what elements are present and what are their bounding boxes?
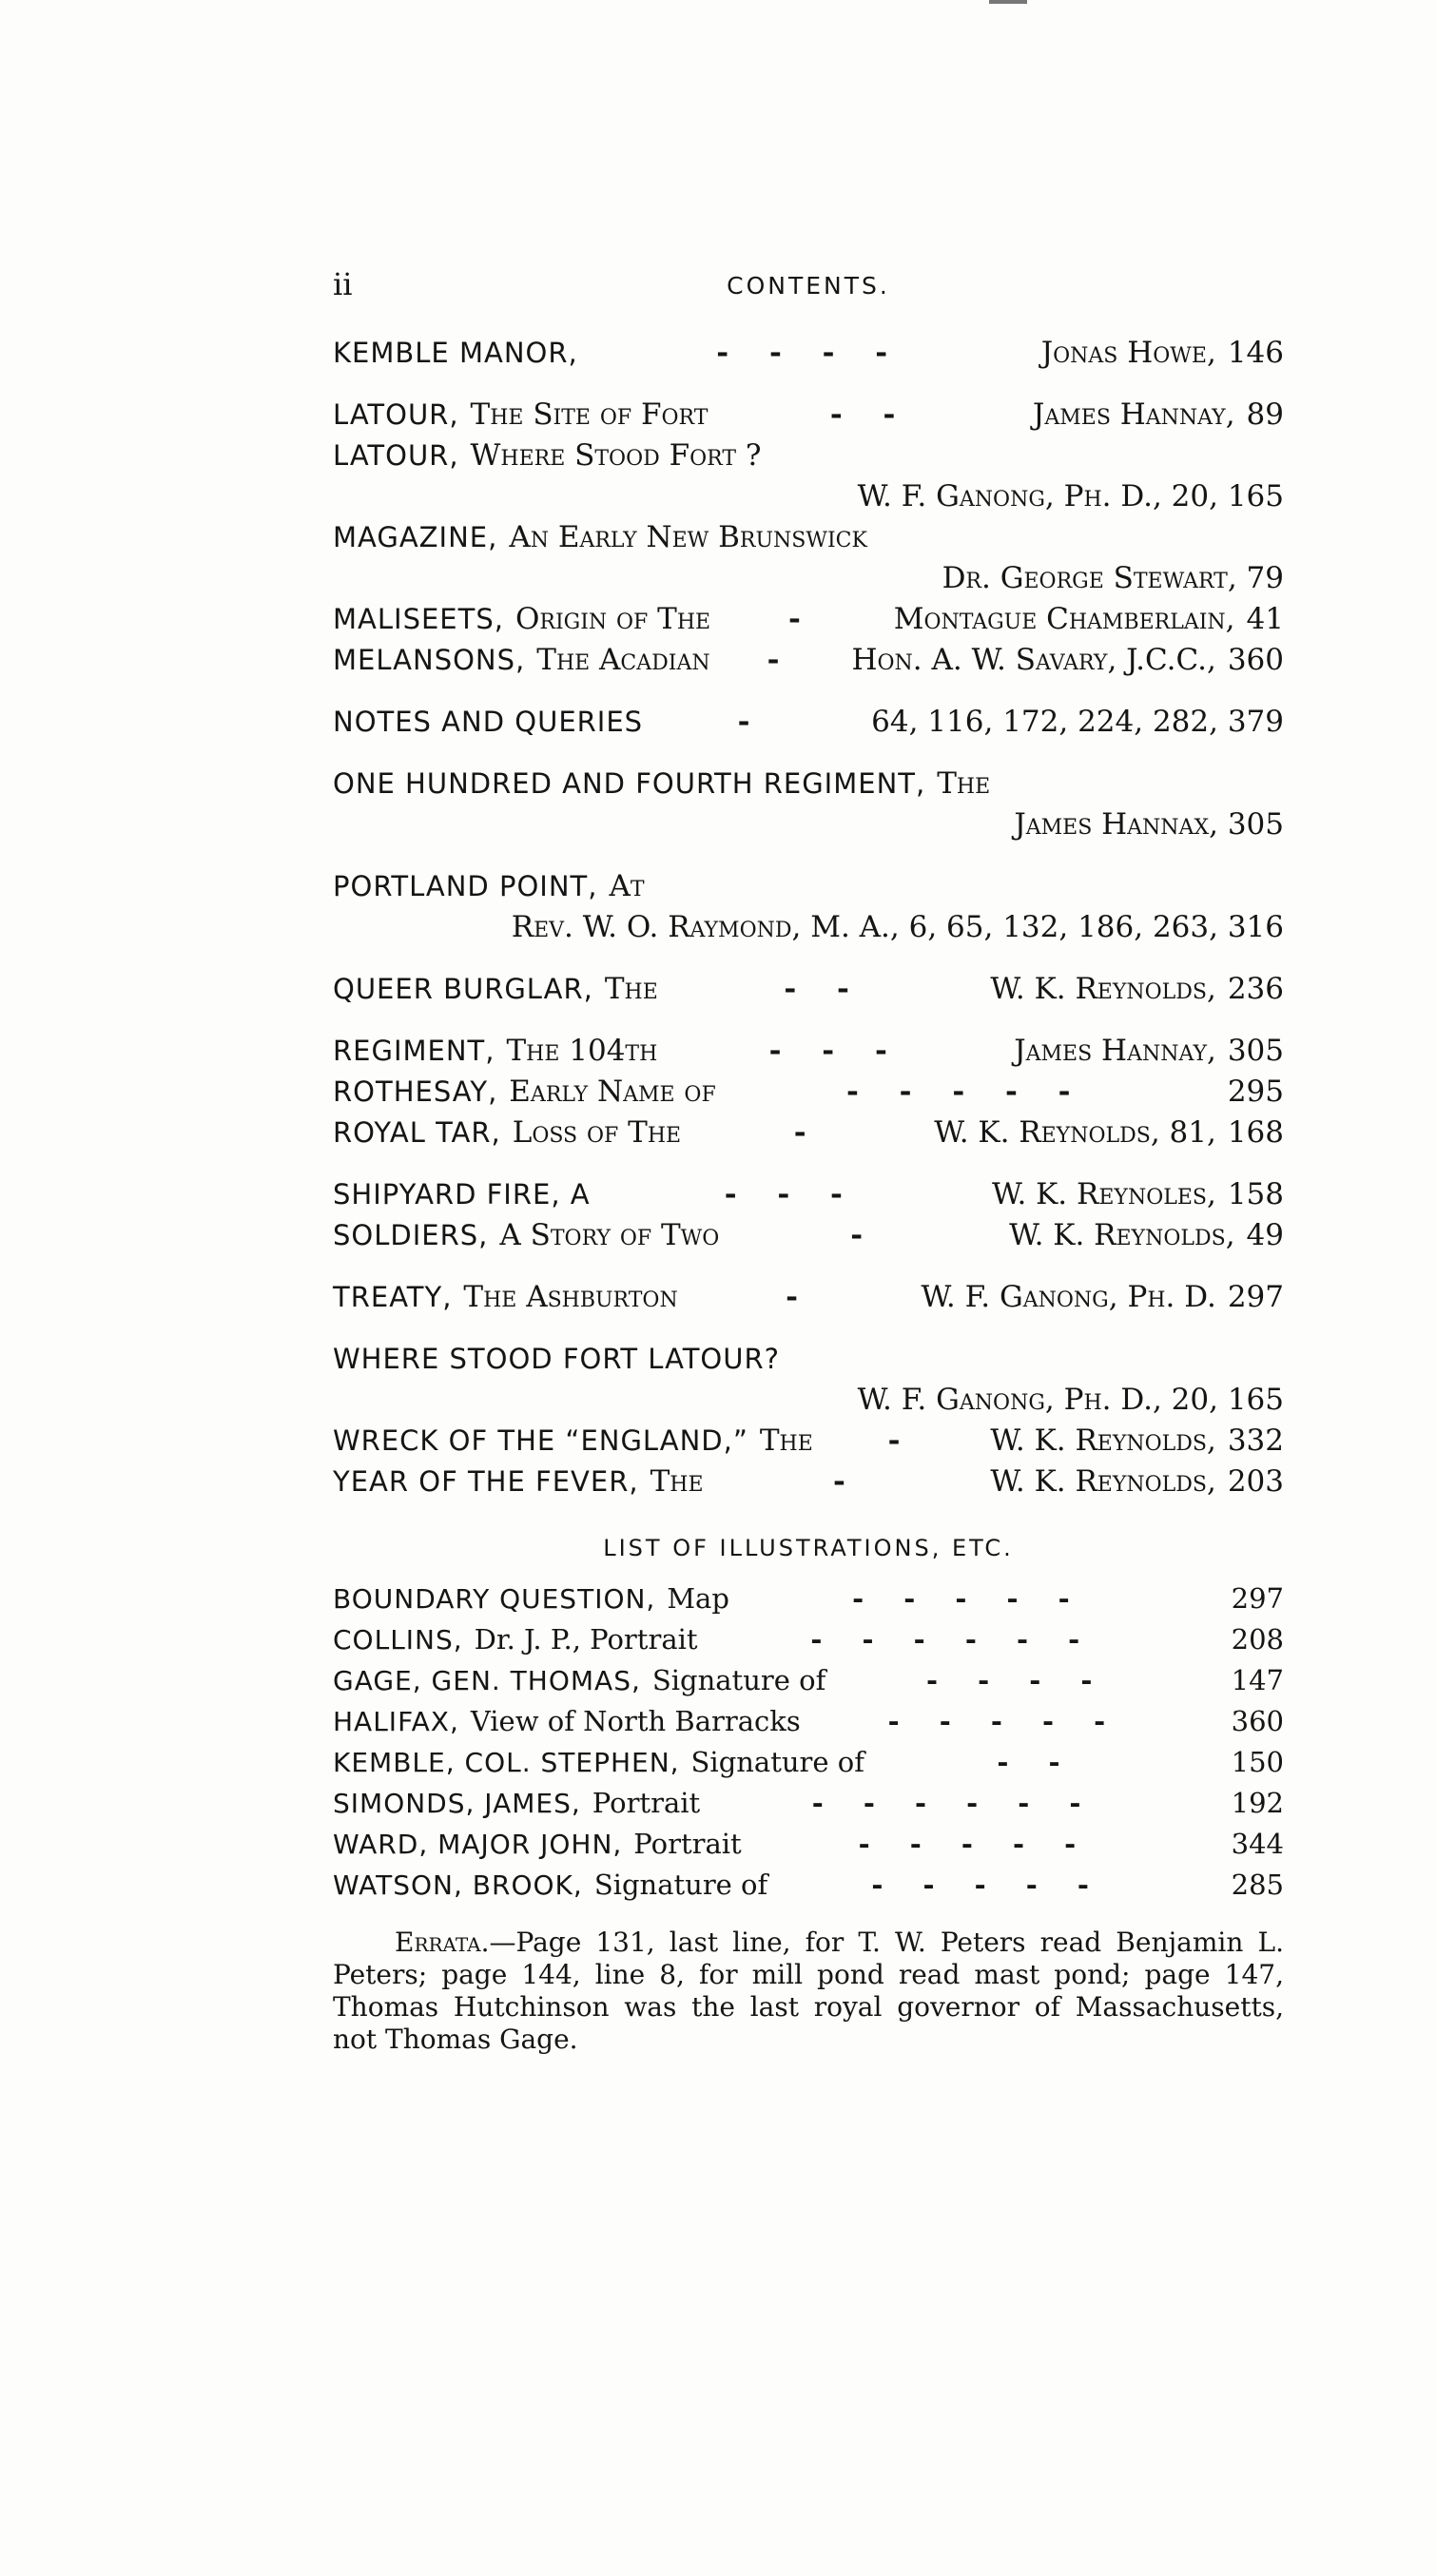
entry-author: Jonas Howe, (1040, 336, 1216, 370)
leader-dashes: - (833, 1464, 861, 1499)
entry-qualifier: Loss of The (512, 1115, 682, 1150)
entry-author: W. K. Reynolds, (990, 1424, 1216, 1458)
contents-entry (333, 436, 1284, 517)
illustration-entry (333, 1579, 1284, 1619)
leader-dashes: - - - (768, 1034, 903, 1068)
entry-attribution: James Hannax, 305 (1014, 807, 1284, 842)
entry-author: James Hannay, (1032, 397, 1235, 432)
contents-line (333, 640, 1284, 681)
illustration-subject: KEMBLE, COL. STEPHEN, (333, 1747, 680, 1778)
entry-subject: MALISEETS, (333, 603, 504, 635)
entry-qualifier: The (937, 766, 991, 801)
leader-dashes: - (767, 643, 795, 677)
contents-line (333, 1031, 1284, 1072)
entry-author: W. K. Reynolds, (990, 972, 1216, 1006)
contents-line (333, 1174, 1284, 1215)
entry-qualifier: An Early New Brunswick (509, 520, 867, 554)
entry-pages: 360 (1227, 643, 1284, 677)
illustration-subject: COLLINS, (333, 1624, 463, 1656)
illustration-description: Portrait (633, 1828, 742, 1860)
illustration-description: Signature of (690, 1746, 864, 1778)
leader-dashes: - (850, 1218, 879, 1252)
contents-entry (333, 1421, 1284, 1462)
entry-pages: 305 (1227, 1034, 1284, 1068)
illustration-entry (333, 1783, 1284, 1824)
contents-line (333, 1277, 1284, 1318)
entry-pages: 158 (1227, 1177, 1284, 1211)
illustration-page: 344 (1231, 1828, 1284, 1860)
entry-subject: ROTHESAY, (333, 1075, 498, 1108)
contents-entry (333, 395, 1284, 436)
illustration-description: Signature of (593, 1869, 768, 1901)
contents-line (333, 517, 1284, 558)
illustration-page: 297 (1231, 1582, 1284, 1615)
entry-subject: LATOUR, (333, 439, 459, 472)
illustration-entry (333, 1865, 1284, 1906)
entry-subject: WHERE STOOD FORT LATOUR? (333, 1343, 781, 1375)
entry-subject: ONE HUNDRED AND FOURTH REGIMENT, (333, 767, 926, 800)
contents-entry (333, 866, 1284, 948)
contents-line (333, 599, 1284, 640)
illustrations-list (333, 1579, 1284, 1906)
leader-dashes: - - - - - - (811, 1787, 1097, 1819)
errata-text: —Page 131, last line, for T. W. Peters read Benjamin L. Peters; page 144, line 8, for mill pond read mast pond; page 147, Thomas Hutchinson was the last royal governor of Massachusetts, not Thomas Gage. (333, 1927, 1284, 2055)
entry-qualifier: At (609, 869, 645, 903)
contents-entry (333, 764, 1284, 845)
entry-subject: LATOUR, (333, 398, 459, 431)
illustration-page: 285 (1231, 1869, 1284, 1901)
illustration-entry (333, 1742, 1284, 1783)
entry-author: Montague Chamberlain, (893, 602, 1235, 636)
contents-entry (333, 599, 1284, 640)
leader-dashes: - - (784, 972, 864, 1006)
entry-pages: 295 (1227, 1075, 1284, 1109)
entry-qualifier: Origin of The (515, 602, 711, 636)
entry-subject: WRECK OF THE “ENGLAND,” (333, 1424, 748, 1457)
contents-line (333, 1072, 1284, 1113)
contents-line (333, 395, 1284, 436)
leader-dashes: - - - - - (858, 1828, 1092, 1860)
entry-pages: 41 (1246, 602, 1284, 636)
entry-author: W. K. Reynolds, (990, 1464, 1216, 1499)
entry-subject: KEMBLE MANOR, (333, 337, 578, 369)
illustration-page: 208 (1231, 1623, 1284, 1656)
illustration-description: Portrait (592, 1787, 701, 1819)
entry-subject: SHIPYARD FIRE, A (333, 1178, 591, 1211)
entry-subject: TREATY, (333, 1281, 453, 1313)
contents-entry (333, 1174, 1284, 1215)
contents-entry (333, 333, 1284, 374)
illustration-description: Signature of (651, 1664, 826, 1696)
entry-pages: 332 (1227, 1424, 1284, 1458)
entry-pages: 203 (1227, 1464, 1284, 1499)
entry-subject: NOTES AND QUERIES (333, 706, 644, 738)
entry-qualifier: The (604, 972, 658, 1006)
errata-note (333, 1927, 1284, 2056)
entry-subject: MAGAZINE, (333, 521, 498, 553)
leader-dashes: - - - - (925, 1664, 1108, 1696)
illustration-page: 360 (1231, 1705, 1284, 1737)
leader-dashes: - (786, 1280, 813, 1314)
illustration-page: 147 (1231, 1664, 1284, 1696)
contents-entry (333, 1462, 1284, 1502)
page-title: CONTENTS. (727, 272, 890, 300)
contents-line (333, 333, 1284, 374)
contents-entry (333, 1339, 1284, 1421)
entry-qualifier: The (650, 1464, 704, 1499)
illustration-entry (333, 1660, 1284, 1701)
contents-entry (333, 1277, 1284, 1318)
leader-dashes: - - (997, 1746, 1076, 1778)
page-top-mark (989, 0, 1027, 4)
contents-entry (333, 1072, 1284, 1113)
entry-author: W. K. Reynoles, (992, 1177, 1216, 1211)
running-head (333, 266, 1284, 314)
entry-attribution: W. F. Ganong, Ph. D., 20, 165 (857, 1383, 1284, 1417)
contents-line (333, 1339, 1284, 1380)
entry-subject: REGIMENT, (333, 1035, 495, 1067)
entry-attribution: Dr. George Stewart, 79 (942, 561, 1284, 595)
leader-dashes: - - (829, 397, 911, 432)
entry-subject: SOLDIERS, (333, 1219, 489, 1251)
entry-author: W. F. Ganong, Ph. D. (921, 1280, 1216, 1314)
contents-entry (333, 1215, 1284, 1256)
entry-pages: 168 (1227, 1115, 1284, 1150)
leader-dashes: - (737, 705, 766, 739)
entry-subject: ROYAL TAR, (333, 1116, 501, 1149)
entry-qualifier: The 104th (506, 1034, 658, 1068)
contents-entry (333, 969, 1284, 1010)
errata-label: Errata. (395, 1927, 490, 1958)
leader-dashes: - (787, 602, 816, 636)
entry-subject: QUEER BURGLAR, (333, 973, 593, 1005)
entry-pages: 297 (1227, 1280, 1284, 1314)
contents-entry (333, 517, 1284, 599)
entry-subject: MELANSONS, (333, 644, 526, 676)
contents-entry (333, 1113, 1284, 1153)
entry-qualifier: A Story of Two (499, 1218, 720, 1252)
entry-pages: 64, 116, 172, 224, 282, 379 (871, 705, 1284, 739)
leader-dashes: - - - - - (846, 1075, 1086, 1109)
illustration-subject: WATSON, BROOK, (333, 1869, 583, 1901)
contents-line (333, 764, 1284, 804)
illustration-subject: BOUNDARY QUESTION, (333, 1583, 656, 1615)
illustration-subject: SIMONDS, JAMES, (333, 1788, 581, 1819)
leader-dashes: - - - - - (887, 1705, 1121, 1737)
leader-dashes: - - - - (716, 336, 903, 370)
contents-line (333, 866, 1284, 907)
contents-line (333, 1462, 1284, 1502)
illustration-entry (333, 1824, 1284, 1865)
entry-qualifier: The Acadian (536, 643, 710, 677)
entry-attribution: W. F. Ganong, Ph. D., 20, 165 (857, 479, 1284, 513)
entry-qualifier: The Site of Fort (470, 397, 709, 432)
entry-attribution: Rev. W. O. Raymond, M. A., 6, 65, 132, 186, 263, 316 (511, 910, 1284, 944)
contents-line (333, 969, 1284, 1010)
contents-entry (333, 640, 1284, 681)
contents-line (333, 436, 1284, 476)
entry-author: James Hannay, (1014, 1034, 1216, 1068)
entry-author: W. K. Reynolds, 81, (934, 1115, 1216, 1150)
leader-dashes: - - - - - (871, 1869, 1104, 1901)
entry-pages: 89 (1246, 397, 1284, 432)
entry-subject: YEAR OF THE FEVER, (333, 1465, 639, 1498)
illustrations-heading: LIST OF ILLUSTRATIONS, ETC. (603, 1535, 1014, 1561)
illustration-description: Dr. J. P., Portrait (474, 1623, 698, 1656)
entry-qualifier: The (759, 1424, 813, 1458)
contents-entry (333, 702, 1284, 743)
entry-author: W. K. Reynolds, (1009, 1218, 1235, 1252)
contents-line (333, 1113, 1284, 1153)
leader-dashes: - (793, 1115, 822, 1150)
entry-author: Hon. A. W. Savary, J.C.C., (851, 643, 1216, 677)
illustration-subject: GAGE, GEN. THOMAS, (333, 1665, 641, 1696)
leader-dashes: - - - - - - (810, 1623, 1096, 1656)
page-folio: ii (333, 266, 353, 302)
entry-qualifier: Early Name of (509, 1075, 716, 1109)
entry-subject: PORTLAND POINT, (333, 870, 598, 902)
entry-pages: 236 (1227, 972, 1284, 1006)
entry-pages: 49 (1246, 1218, 1284, 1252)
illustration-entry (333, 1701, 1284, 1742)
contents-line (333, 1215, 1284, 1256)
leader-dashes: - - - (724, 1177, 858, 1211)
illustration-description: Map (667, 1582, 729, 1615)
contents-entry (333, 1031, 1284, 1072)
contents-line (333, 1421, 1284, 1462)
contents-line (333, 702, 1284, 743)
illustration-page: 192 (1231, 1787, 1284, 1819)
entry-qualifier: Where Stood Fort ? (470, 438, 762, 473)
leader-dashes: - - - - - (852, 1582, 1085, 1615)
contents-list (333, 333, 1284, 1502)
illustration-entry (333, 1619, 1284, 1660)
entry-pages: 146 (1227, 336, 1284, 370)
illustration-description: View of North Barracks (470, 1705, 801, 1737)
entry-qualifier: The Ashburton (463, 1280, 678, 1314)
contents-page (333, 266, 1284, 2056)
leader-dashes: - (887, 1424, 916, 1458)
illustration-page: 150 (1231, 1746, 1284, 1778)
illustration-subject: HALIFAX, (333, 1706, 459, 1737)
illustration-subject: WARD, MAJOR JOHN, (333, 1829, 623, 1860)
